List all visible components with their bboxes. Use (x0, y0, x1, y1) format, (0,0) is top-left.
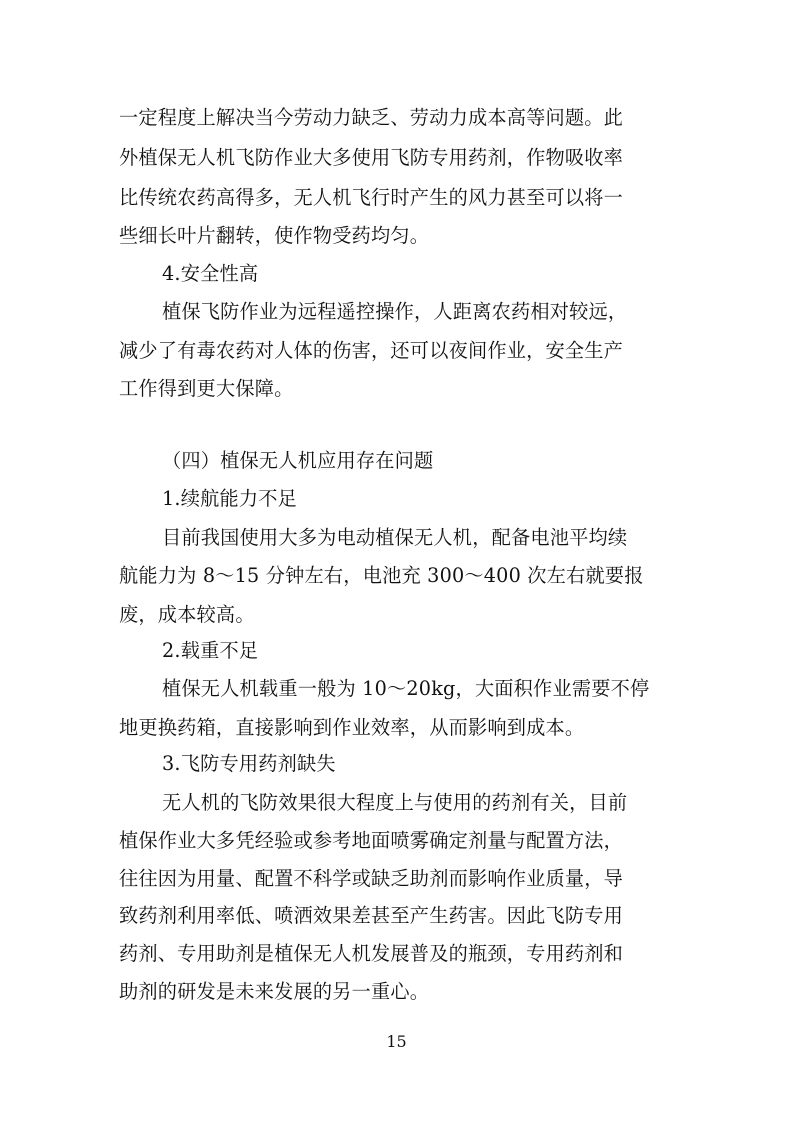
paragraph-line: 药剂、专用助剂是植保无人机发展普及的瓶颈，专用药剂和 (119, 942, 624, 965)
paragraph-line: 比传统农药高得多，无人机飞行时产生的风力甚至可以将一 (119, 186, 624, 209)
section-heading: 1.续航能力不足 (162, 487, 298, 510)
page-number: 15 (386, 1032, 407, 1051)
paragraph-line: 废，成本较高。 (119, 603, 255, 626)
paragraph-line: 植保作业大多凭经验或参考地面喷雾确定剂量与配置方法， (119, 829, 624, 852)
paragraph-line: 一定程度上解决当今劳动力缺乏、劳动力成本高等问题。此 (119, 106, 624, 129)
paragraph-line: 航能力为 8～15 分钟左右，电池充 300～400 次左右就要报 (119, 564, 644, 587)
paragraph-line: 植保无人机载重一般为 10～20kg，大面积作业需要不停 (162, 677, 650, 700)
paragraph-line: 助剂的研发是未来发展的另一重心。 (119, 980, 430, 1003)
paragraph-line: 目前我国使用大多为电动植保无人机，配备电池平均续 (162, 526, 628, 549)
paragraph-line: 往往因为用量、配置不科学或缺乏助剂而影响作业质量，导 (119, 867, 624, 890)
paragraph-line: 致药剂利用率低、喷洒效果差甚至产生药害。因此飞防专用 (119, 904, 624, 927)
paragraph-line: 外植保无人机飞防作业大多使用飞防专用药剂，作物吸收率 (119, 146, 624, 169)
chapter-heading: （四）植保无人机应用存在问题 (162, 449, 434, 472)
paragraph-line: 植保飞防作业为远程遥控操作，人距离农药相对较远， (162, 300, 628, 323)
section-heading: 3.飞防专用药剂缺失 (162, 752, 336, 775)
paragraph-line: 无人机的飞防效果很大程度上与使用的药剂有关，目前 (162, 791, 628, 814)
section-heading: 4.安全性高 (162, 262, 259, 285)
paragraph-line: 工作得到更大保障。 (119, 377, 294, 400)
paragraph-line: 减少了有毒农药对人体的伤害，还可以夜间作业，安全生产 (119, 339, 624, 362)
paragraph-line: 地更换药箱，直接影响到作业效率，从而影响到成本。 (119, 716, 585, 739)
section-heading: 2.载重不足 (162, 639, 259, 662)
paragraph-line: 些细长叶片翻转，使作物受药均匀。 (119, 224, 430, 247)
